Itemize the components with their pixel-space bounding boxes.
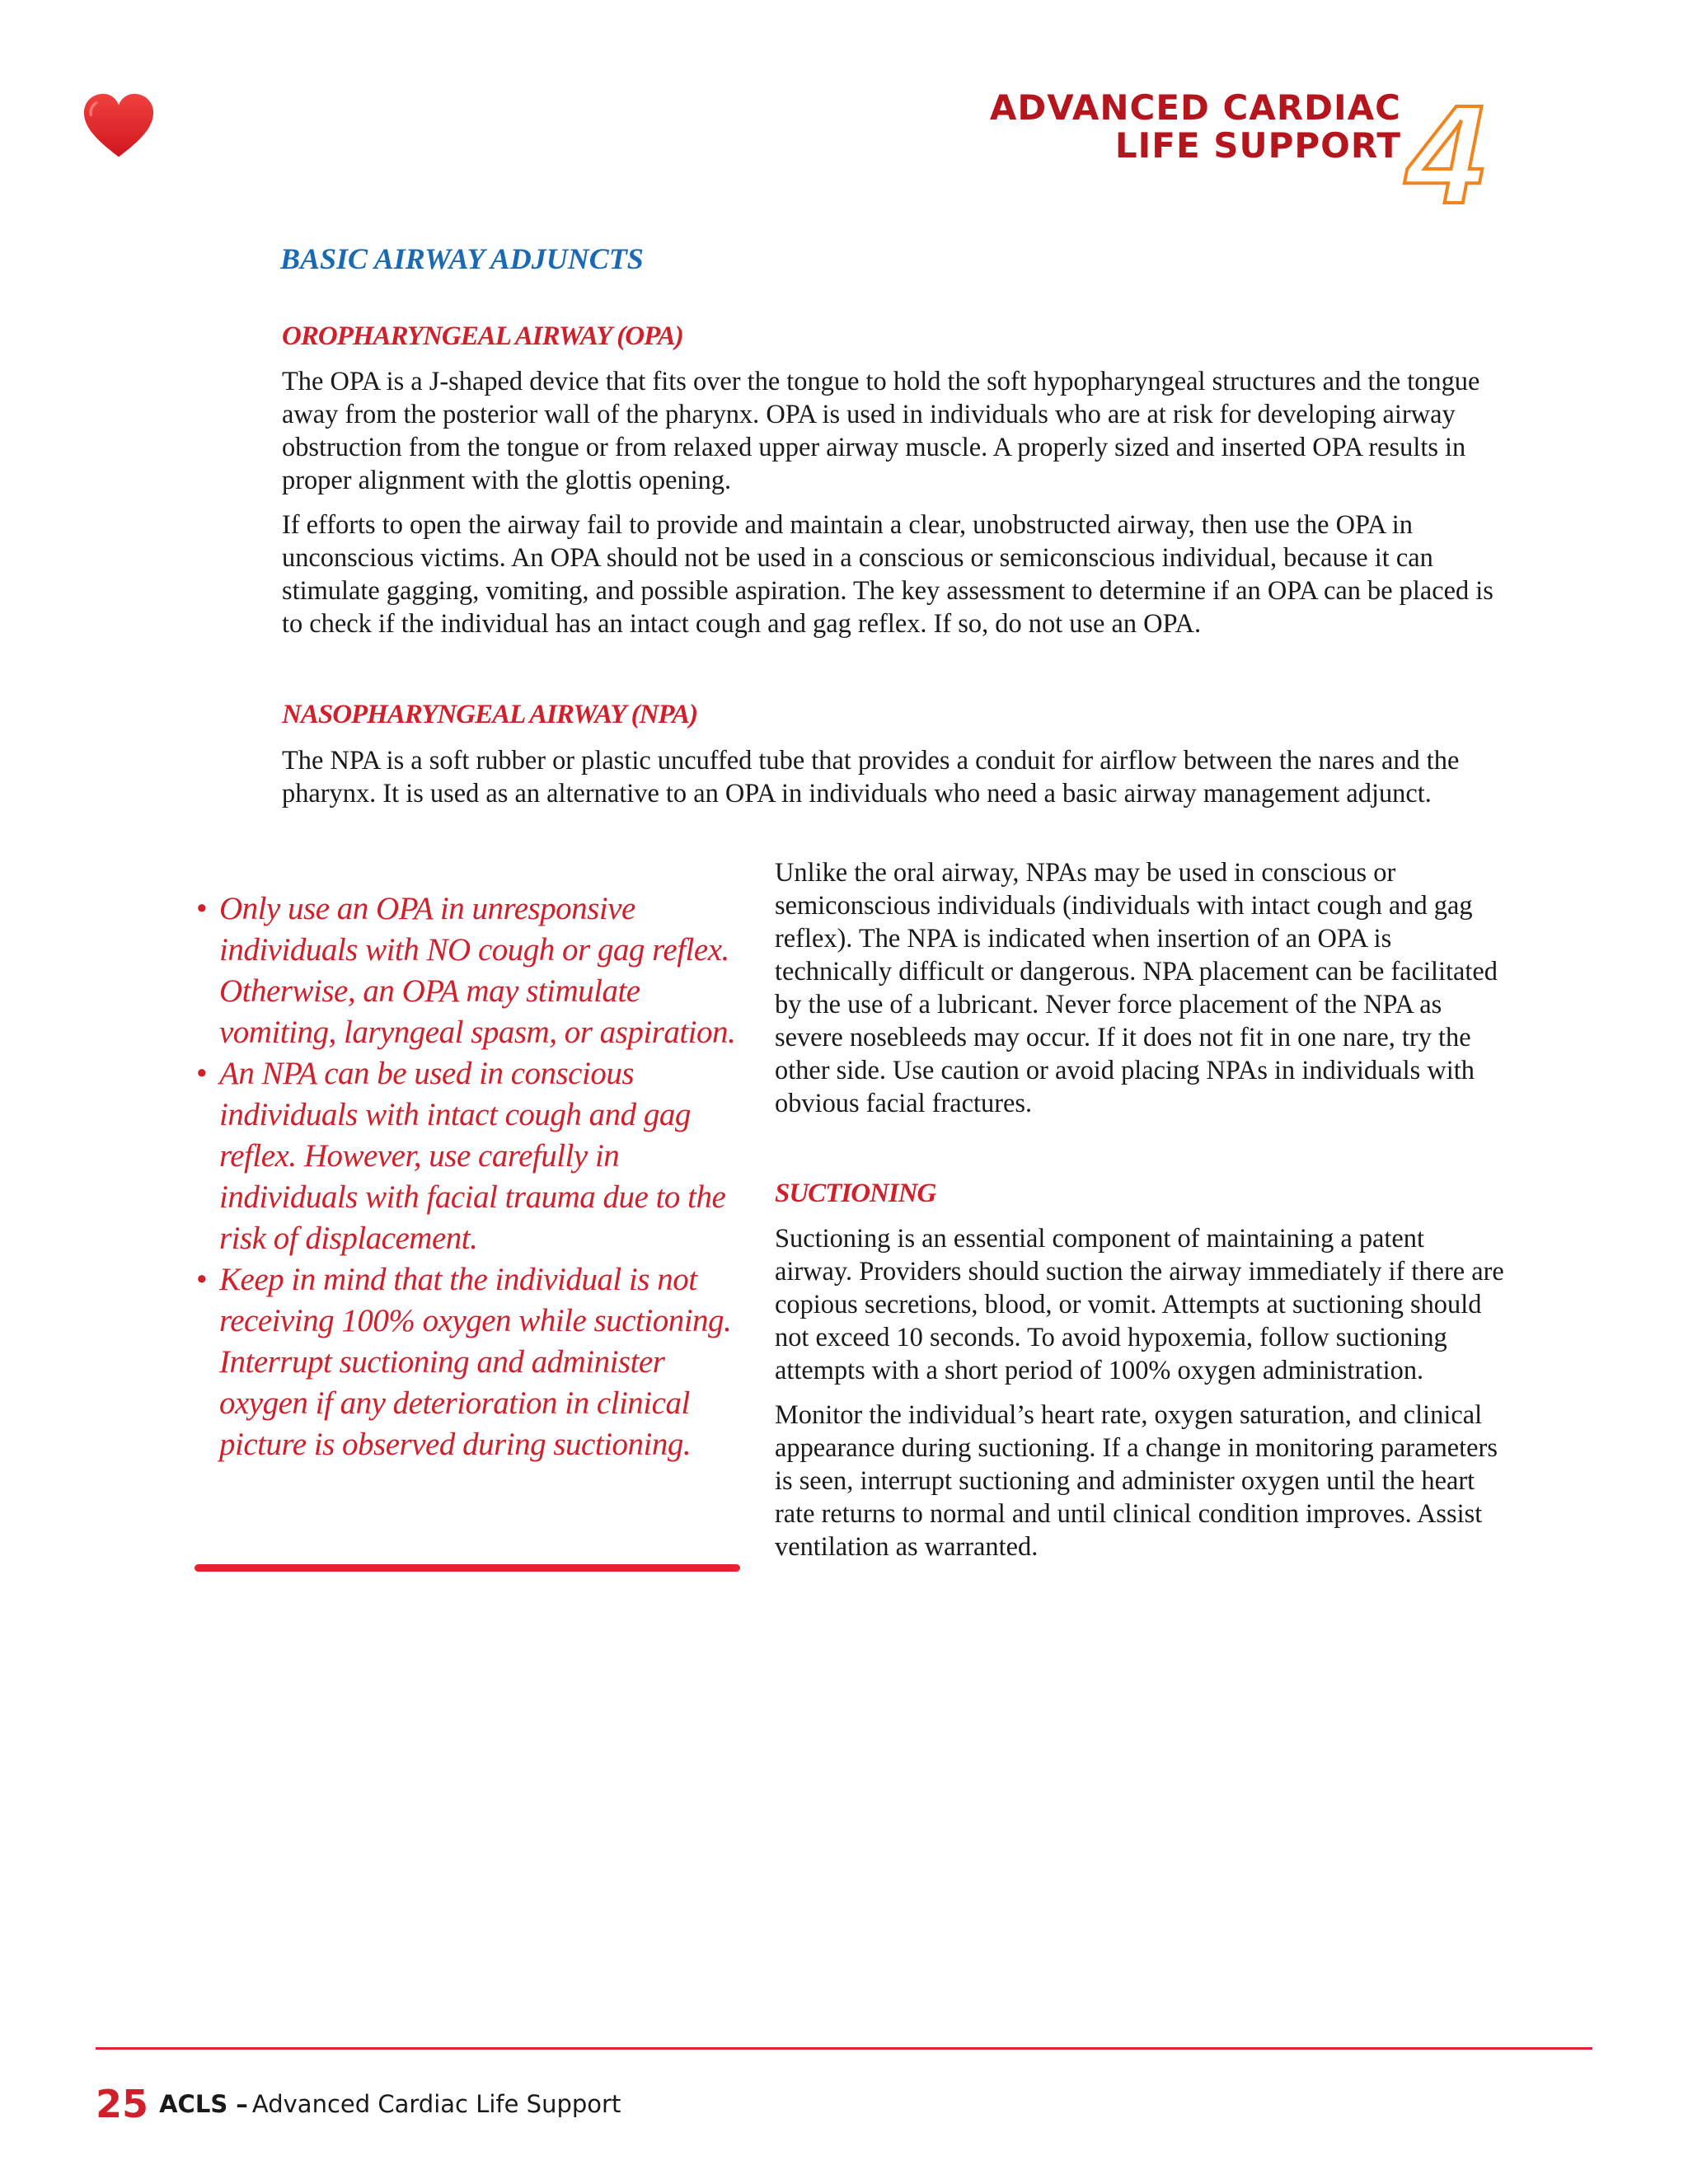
callout-box	[195, 888, 755, 1465]
suctioning-paragraph-2: Monitor the individual’s heart rate, oxygen saturation, and clinical appearance during suctioning. If a change in monitoring parameters is seen, interrupt suctioning and administer oxygen until the heart rate returns to normal and until clinical condition improves. Assist ventilation as warranted.	[775, 1400, 1498, 1562]
callout-item-text: Only use an OPA in unresponsive individuals with NO cough or gag reflex. Otherwise, an OPA may stimulate vomiting, laryngeal spasm, or aspiration.	[219, 891, 736, 1050]
opa-paragraph-1: The OPA is a J-shaped device that fits over the tongue to hold the soft hypopharyngeal structures and the tongue away from the posterior wall of the pharynx. OPA is used in individuals who are at risk for developing airway obstruction from the tongue or from relaxed upper airway muscle. A properly sized and inserted OPA results in proper alignment with the glottis opening.	[282, 367, 1480, 495]
suctioning-paragraph-1: Suctioning is an essential component of maintaining a patent airway. Providers should suction the airway immediately if there are copious secretions, blood, or vomit. Attempts at suctioning should not exceed 10 seconds. To avoid hypoxemia, follow suctioning attempts with a short period of 100% oxygen administration.	[775, 1224, 1504, 1385]
callout-item	[195, 888, 755, 1053]
callout-item-text: Keep in mind that the individual is not receiving 100% oxygen while suctioning. Interrupt suctioning and administer oxygen if any deterioration in clinical picture is observed during suctioning.	[219, 1262, 732, 1462]
chapter-title-line1: ADVANCED CARDIAC	[989, 87, 1401, 128]
callout-item-text: An NPA can be used in conscious individuals with intact cough and gag reflex. However, use carefully in individuals with facial trauma due to the risk of displacement.	[219, 1056, 726, 1256]
footer-divider	[96, 2047, 1592, 2050]
suctioning-text	[775, 1222, 1508, 1563]
npa-paragraph-2: Unlike the oral airway, NPAs may be used in conscious or semiconscious individuals (individuals with intact cough and gag reflex). The NPA is indicated when insertion of an OPA is technically difficult or dangerous. NPA placement can be facilitated by the use of a lubricant. Never force placement of the NPA as severe nosebleeds may occur. If it does not fit in one nare, try the other side. Use caution or avoid placing NPAs in individuals with obvious facial fractures.	[775, 858, 1498, 1118]
bullet-icon: •	[196, 1056, 208, 1091]
npa-paragraph-1: The NPA is a soft rubber or plastic uncuffed tube that provides a conduit for airflow between the nares and the pharynx. It is used as an alternative to an OPA in individuals who need a basic airway management adjunct.	[282, 746, 1460, 808]
opa-heading: OROPHARYNGEAL AIRWAY (OPA)	[282, 321, 683, 351]
footer-acronym: ACLS –	[159, 2090, 248, 2118]
npa-heading: NASOPHARYNGEAL AIRWAY (NPA)	[282, 700, 698, 729]
suctioning-heading: SUCTIONING	[775, 1179, 936, 1208]
chapter-title-line2: LIFE SUPPORT	[1114, 125, 1401, 166]
page-footer	[96, 2082, 621, 2126]
page-number: 25	[96, 2082, 149, 2126]
heart-icon	[81, 92, 157, 160]
opa-text	[282, 365, 1502, 640]
callout-underline	[195, 1564, 740, 1572]
chapter-title	[874, 89, 1401, 165]
chapter-number	[1395, 87, 1502, 213]
bullet-icon: •	[196, 1262, 208, 1297]
opa-paragraph-2: If efforts to open the airway fail to provide and maintain a clear, unobstructed airway, then use the OPA in unconscious victims. An OPA should not be used in a conscious or semiconscious individual, because it can stimulate gagging, vomiting, and possible aspiration. The key assessment to determine if an OPA can be placed is to check if the individual has an intact cough and gag reflex. If so, do not use an OPA.	[282, 510, 1493, 639]
callout-list	[195, 888, 755, 1465]
callout-item	[195, 1259, 755, 1465]
bullet-icon: •	[196, 891, 208, 926]
chapter-number-digit: 4	[1406, 87, 1485, 213]
footer-subtitle: Advanced Cardiac Life Support	[251, 2090, 621, 2118]
section-title: BASIC AIRWAY ADJUNCTS	[280, 242, 644, 275]
callout-item	[195, 1053, 755, 1259]
